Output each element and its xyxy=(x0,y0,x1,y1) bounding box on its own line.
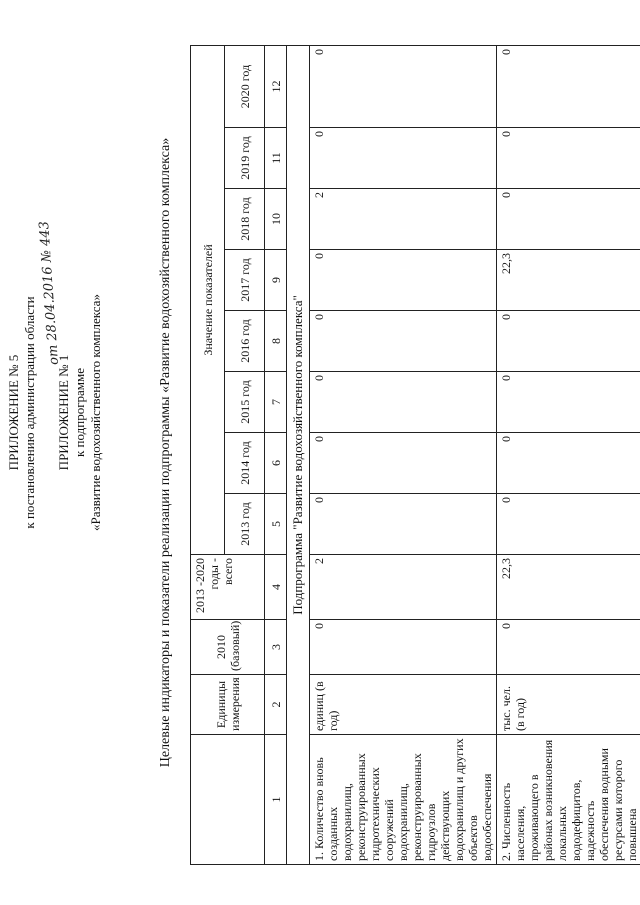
indicator-value: 0 xyxy=(310,311,497,372)
column-number: 10 xyxy=(265,189,287,250)
column-number: 11 xyxy=(265,128,287,189)
indicator-value: 0 xyxy=(310,372,497,433)
indicator-value: 22,3 xyxy=(497,250,640,311)
header-year: 2020 год xyxy=(225,45,265,127)
subprogram-name: «Развитие водохозяйственного комплекса» xyxy=(88,294,103,531)
decree-reference: к постановлению администрации области xyxy=(22,296,37,529)
column-number: 9 xyxy=(265,250,287,311)
indicator-value: 0 xyxy=(310,433,497,494)
indicator-total: 2 xyxy=(310,555,497,620)
column-number: 1 xyxy=(265,735,287,865)
indicator-value: 2 xyxy=(310,189,497,250)
header-row-1 xyxy=(191,45,225,864)
header-year: 2019 год xyxy=(225,128,265,189)
indicator-value: 0 xyxy=(310,128,497,189)
column-number: 5 xyxy=(265,494,287,555)
indicator-unit: тыс. чел. (в год) xyxy=(497,675,640,735)
indicator-value: 0 xyxy=(497,311,640,372)
indicator-value: 0 xyxy=(310,250,497,311)
column-number: 8 xyxy=(265,311,287,372)
indicator-value: 0 xyxy=(497,433,640,494)
header-year: 2018 год xyxy=(225,189,265,250)
column-number: 7 xyxy=(265,372,287,433)
indicator-base: 0 xyxy=(310,620,497,675)
subprogram-reference: к подпрограмме xyxy=(72,367,87,458)
indicator-unit: единиц (в год) xyxy=(310,675,497,735)
indicator-value: 0 xyxy=(497,494,640,555)
header-base-year: 2010 (базовый) xyxy=(191,620,265,675)
appendix-number: ПРИЛОЖЕНИЕ № 5 xyxy=(6,354,21,471)
subprogram-title: Подпрограмма "Развитие водохозяйственного комплекса" xyxy=(287,45,310,864)
indicator-total: 22,3 xyxy=(497,555,640,620)
column-number: 12 xyxy=(265,45,287,127)
indicator-base: 0 xyxy=(497,620,640,675)
table-row xyxy=(310,45,497,864)
indicator-value: 0 xyxy=(497,45,640,127)
column-number: 2 xyxy=(265,675,287,735)
indicator-value: 0 xyxy=(497,372,640,433)
indicator-value: 0 xyxy=(310,494,497,555)
indicator-name: 2. Численность населения, проживающего в районах возникновения локальных вододефицитов, надежность обеспечения водными ресурсами которого повышена xyxy=(497,735,640,865)
column-number: 3 xyxy=(265,620,287,675)
header-units: Единицы измерения xyxy=(191,675,265,735)
column-numbers-row xyxy=(265,45,287,864)
handwritten-date-signature: от 28.04.2016 № 443 xyxy=(36,220,63,366)
header-year: 2016 год xyxy=(225,311,265,372)
header-name-cell xyxy=(191,735,265,865)
page-title: Целевые индикаторы и показатели реализации подпрограммы «Развитие водохозяйственного комплекса» xyxy=(158,137,173,768)
indicators-table xyxy=(190,45,640,865)
indicator-value: 0 xyxy=(310,45,497,127)
header-values: Значение показателей xyxy=(191,45,225,554)
header-year: 2017 год xyxy=(225,250,265,311)
column-number: 6 xyxy=(265,433,287,494)
header-year: 2014 год xyxy=(225,433,265,494)
appendix-subnumber: ПРИЛОЖЕНИЕ № 1 xyxy=(56,354,71,471)
column-number: 4 xyxy=(265,555,287,620)
subprogram-row xyxy=(287,45,310,864)
indicator-value: 0 xyxy=(497,189,640,250)
indicator-name: 1. Количество вновь созданных водохранилищ, реконструированных гидротехнических сооружений водохранилищ, реконструированных гидроузлов действующих водохранилищ и других объектов водообеспечения xyxy=(310,735,497,865)
header-year: 2015 год xyxy=(225,372,265,433)
header-total: 2013 -2020 годы - всего xyxy=(191,555,265,620)
table-row xyxy=(497,45,640,864)
header-year: 2013 год xyxy=(225,494,265,555)
indicator-value: 0 xyxy=(497,128,640,189)
